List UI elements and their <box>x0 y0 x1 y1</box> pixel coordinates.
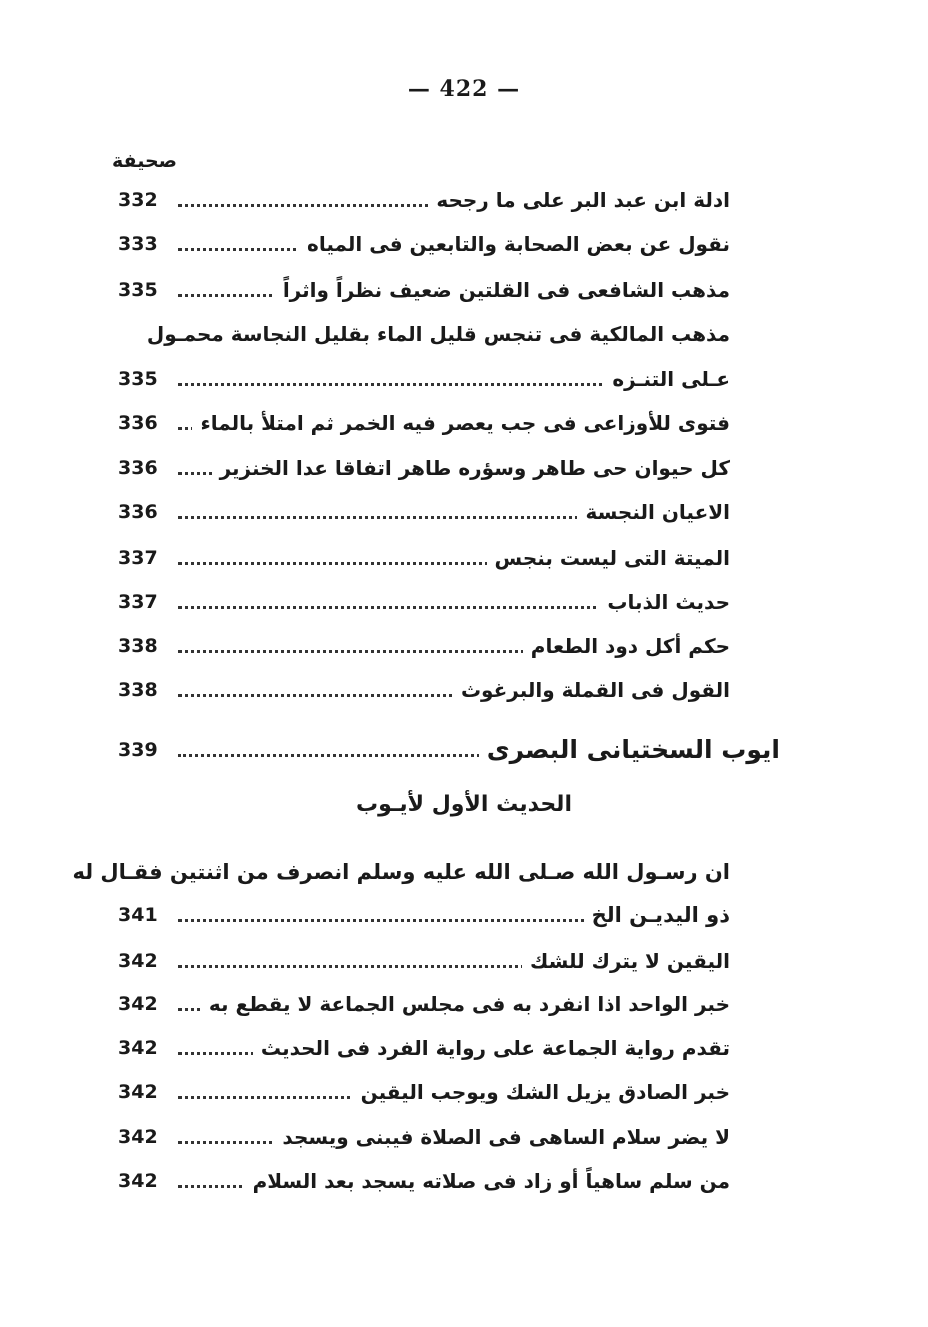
toc-entry-page: 336 <box>118 501 158 523</box>
toc-entry-page: 336 <box>118 457 158 479</box>
toc-entry <box>0 406 928 440</box>
toc-entry <box>0 362 928 396</box>
toc-entry-page: 342 <box>118 1126 158 1148</box>
toc-entry <box>0 541 928 575</box>
toc-entry-title: خبر الصادق يزيل الشك ويوجب اليقين <box>353 1075 730 1109</box>
toc-entry <box>0 898 928 932</box>
toc-entry-page: 342 <box>118 993 158 1015</box>
toc-entry-title: حكم أكل دود الطعام <box>523 629 730 663</box>
toc-entry-title: عـلى التنـزه <box>604 362 730 396</box>
toc-entry-page: 335 <box>118 279 158 301</box>
toc-entry <box>0 1120 928 1154</box>
toc-entry-title: لا يضر سلام الساهى فى الصلاة فيبنى ويسجد <box>274 1120 730 1154</box>
toc-entry <box>0 987 928 1021</box>
toc-entry-page: 332 <box>118 189 158 211</box>
toc-entry-page: 342 <box>118 1037 158 1059</box>
toc-entry-major <box>0 733 928 767</box>
section-heading: الحديث الأول لأيـوب <box>356 792 572 817</box>
toc-entry-title-line1: مذهب المالكية فى تنجس قليل الماء بقليل النجاسة محمـول <box>146 322 730 346</box>
toc-entry-title: الاعيان النجسة <box>577 495 730 529</box>
toc-entry-title: اليقين لا يترك للشك <box>522 944 730 978</box>
toc-entry <box>0 227 928 261</box>
toc-entry <box>0 944 928 978</box>
toc-entry <box>0 673 928 707</box>
toc-entry-title: نقول عن بعض الصحابة والتابعين فى المياه <box>299 227 730 261</box>
toc-entry <box>0 451 928 485</box>
toc-entry-title-line1: ان رسـول الله صـلى الله عليه وسلم انصرف من اثنتين فقـال له <box>72 860 730 884</box>
toc-entry <box>0 1075 928 1109</box>
toc-entry <box>0 1164 928 1198</box>
toc-entry-title: مذهب الشافعى فى القلتين ضعيف نظراً واثراً <box>275 273 730 307</box>
toc-entry <box>0 585 928 619</box>
toc-entry-page: 342 <box>118 1170 158 1192</box>
toc-entry-page: 338 <box>118 635 158 657</box>
toc-entry-page: 333 <box>118 233 158 255</box>
toc-entry-title: من سلم ساهياً أو زاد فى صلاته يسجد بعد السلام <box>245 1164 730 1198</box>
toc-entry-page: 335 <box>118 368 158 390</box>
column-header-page: صحيفة <box>112 150 178 172</box>
toc-entry <box>0 495 928 529</box>
toc-entry-page: 336 <box>118 412 158 434</box>
toc-entry-title: ذو اليديـن الخ <box>584 898 730 932</box>
toc-entry-title: خبر الواحد اذا انفرد به فى مجلس الجماعة لا يقطع به <box>201 987 730 1021</box>
page-number: — 422 — <box>407 76 521 102</box>
toc-entry <box>0 183 928 217</box>
toc-entry-title: القول فى القملة والبرغوث <box>453 673 730 707</box>
toc-entry-page: 337 <box>118 547 158 569</box>
toc-entry-page: 341 <box>118 904 158 926</box>
toc-entry-title: الميتة التى ليست بنجس <box>487 541 730 575</box>
toc-entry <box>0 1031 928 1065</box>
toc-entry <box>0 629 928 663</box>
toc-entry-title: ايوب السختيانى البصرى <box>479 733 780 767</box>
toc-entry-title: تقدم رواية الجماعة على رواية الفرد فى الحديث <box>253 1031 730 1065</box>
toc-entry-title: كل حيوان حى طاهر وسؤره طاهر اتفاقا عدا الخنزير <box>212 451 730 485</box>
toc-entry-page: 338 <box>118 679 158 701</box>
toc-entry-page: 342 <box>118 950 158 972</box>
toc-entry-page: 337 <box>118 591 158 613</box>
toc-entry-title: فتوى للأوزاعى فى جب يعصر فيه الخمر ثم امتلأ بالماء <box>192 406 730 440</box>
toc-entry <box>0 273 928 307</box>
toc-entry-page: 339 <box>118 739 158 761</box>
toc-entry-title: ادلة ابن عبد البر على ما رجحه <box>428 183 730 217</box>
toc-entry-page: 342 <box>118 1081 158 1103</box>
toc-entry-title: حديث الذباب <box>599 585 730 619</box>
